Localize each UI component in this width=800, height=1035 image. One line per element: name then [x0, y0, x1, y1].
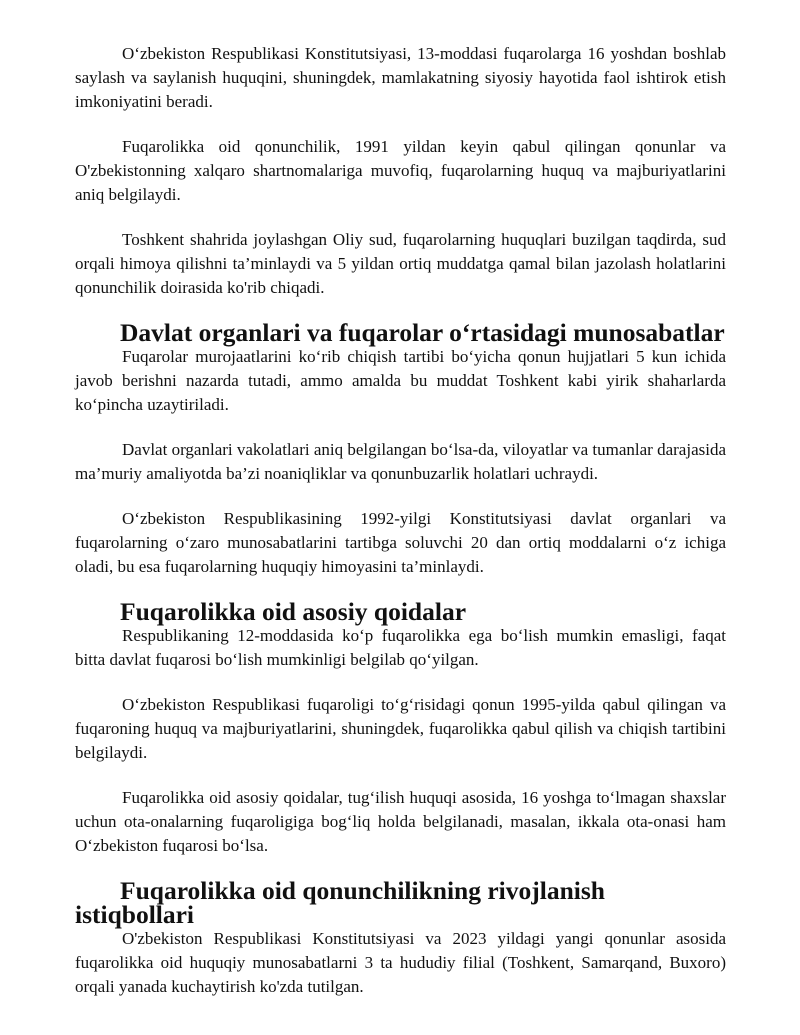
paragraph: Fuqarolikka oid qonunchilik, 1991 yildan keyin qabul qilingan qonunlar va O'zbekistonning xalqaro shartnomalariga muvofiq, fuqarolarning huquq va majburiyatlarini aniq belgilaydi. — [75, 137, 726, 204]
paragraph: O'zbekiston Respublikasi Konstitutsiyasi va 2023 yildagi yangi qonunlar asosida fuqarolikka oid huquqiy munosabatlarni 3 ta hududiy filial (Toshkent, Samarqand, Buxoro) orqali yanada kuchaytirish ko'zda tutilgan. — [75, 929, 726, 996]
paragraph: Toshkent shahrida joylashgan Oliy sud, fuqarolarning huquqlari buzilgan taqdirda, sud orqali himoya qilishni ta’minlaydi va 5 yildan ortiq muddatga qamal bilan jazolash holatlarini qonunchilik doirasida ko'rib chiqadi. — [75, 230, 726, 297]
paragraph: O‘zbekiston Respublikasi Konstitutsiyasi, 13-moddasi fuqarolarga 16 yoshdan boshlab saylash va saylanish huquqini, shuningdek, mamlakatning siyosiy hayotida faol ishtirok etish imkoniyatini beradi. — [75, 44, 726, 111]
paragraph: Fuqarolikka oid asosiy qoidalar, tug‘ilish huquqi asosida, 16 yoshga to‘lmagan shaxslar uchun ota-onalarning fuqaroligiga bog‘liq holda belgilanadi, masalan, ikkala ota-onasi ham O‘zbekiston fuqarosi bo‘lsa. — [75, 788, 726, 855]
paragraph: O‘zbekiston Respublikasi fuqaroligi to‘g‘risidagi qonun 1995-yilda qabul qilingan va fuqaroning huquq va majburiyatlarini, shuningdek, fuqarolikka qabul qilish va chiqish tartibini belgilaydi. — [75, 695, 726, 762]
paragraph: Fuqarolar murojaatlarini ko‘rib chiqish tartibi bo‘yicha qonun hujjatlari 5 kun ichida javob berishni nazarda tutadi, ammo amalda bu muddat Toshkent kabi yirik shaharlarda ko‘pincha uzaytiriladi. — [75, 347, 726, 414]
paragraph: Davlat organlari vakolatlari aniq belgilangan bo‘lsa-da, viloyatlar va tumanlar darajasida ma’muriy amaliyotda ba’zi noaniqliklar va qonunbuzarlik holatlari uchraydi. — [75, 440, 726, 483]
section-heading: Fuqarolikka oid asosiy qoidalar — [120, 597, 467, 626]
paragraph: Respublikaning 12-moddasida ko‘p fuqarolikka ega bo‘lish mumkin emasligi, faqat bitta davlat fuqarosi bo‘lish mumkinligi belgilab qo‘yilgan. — [75, 626, 726, 669]
section-heading: Fuqarolikka oid qonunchilikning rivojlanish istiqbollari — [75, 876, 605, 929]
paragraph: O‘zbekiston Respublikasining 1992-yilgi Konstitutsiyasi davlat organlari va fuqarolarning o‘zaro munosabatlarini tartibga soluvchi 20 dan ortiq moddalarni o‘z ichiga oladi, bu esa fuqarolarning huquqiy himoyasini ta’minlaydi. — [75, 509, 726, 576]
document-page — [75, 42, 726, 1020]
section-heading: Davlat organlari va fuqarolar o‘rtasidagi munosabatlar — [120, 318, 725, 347]
